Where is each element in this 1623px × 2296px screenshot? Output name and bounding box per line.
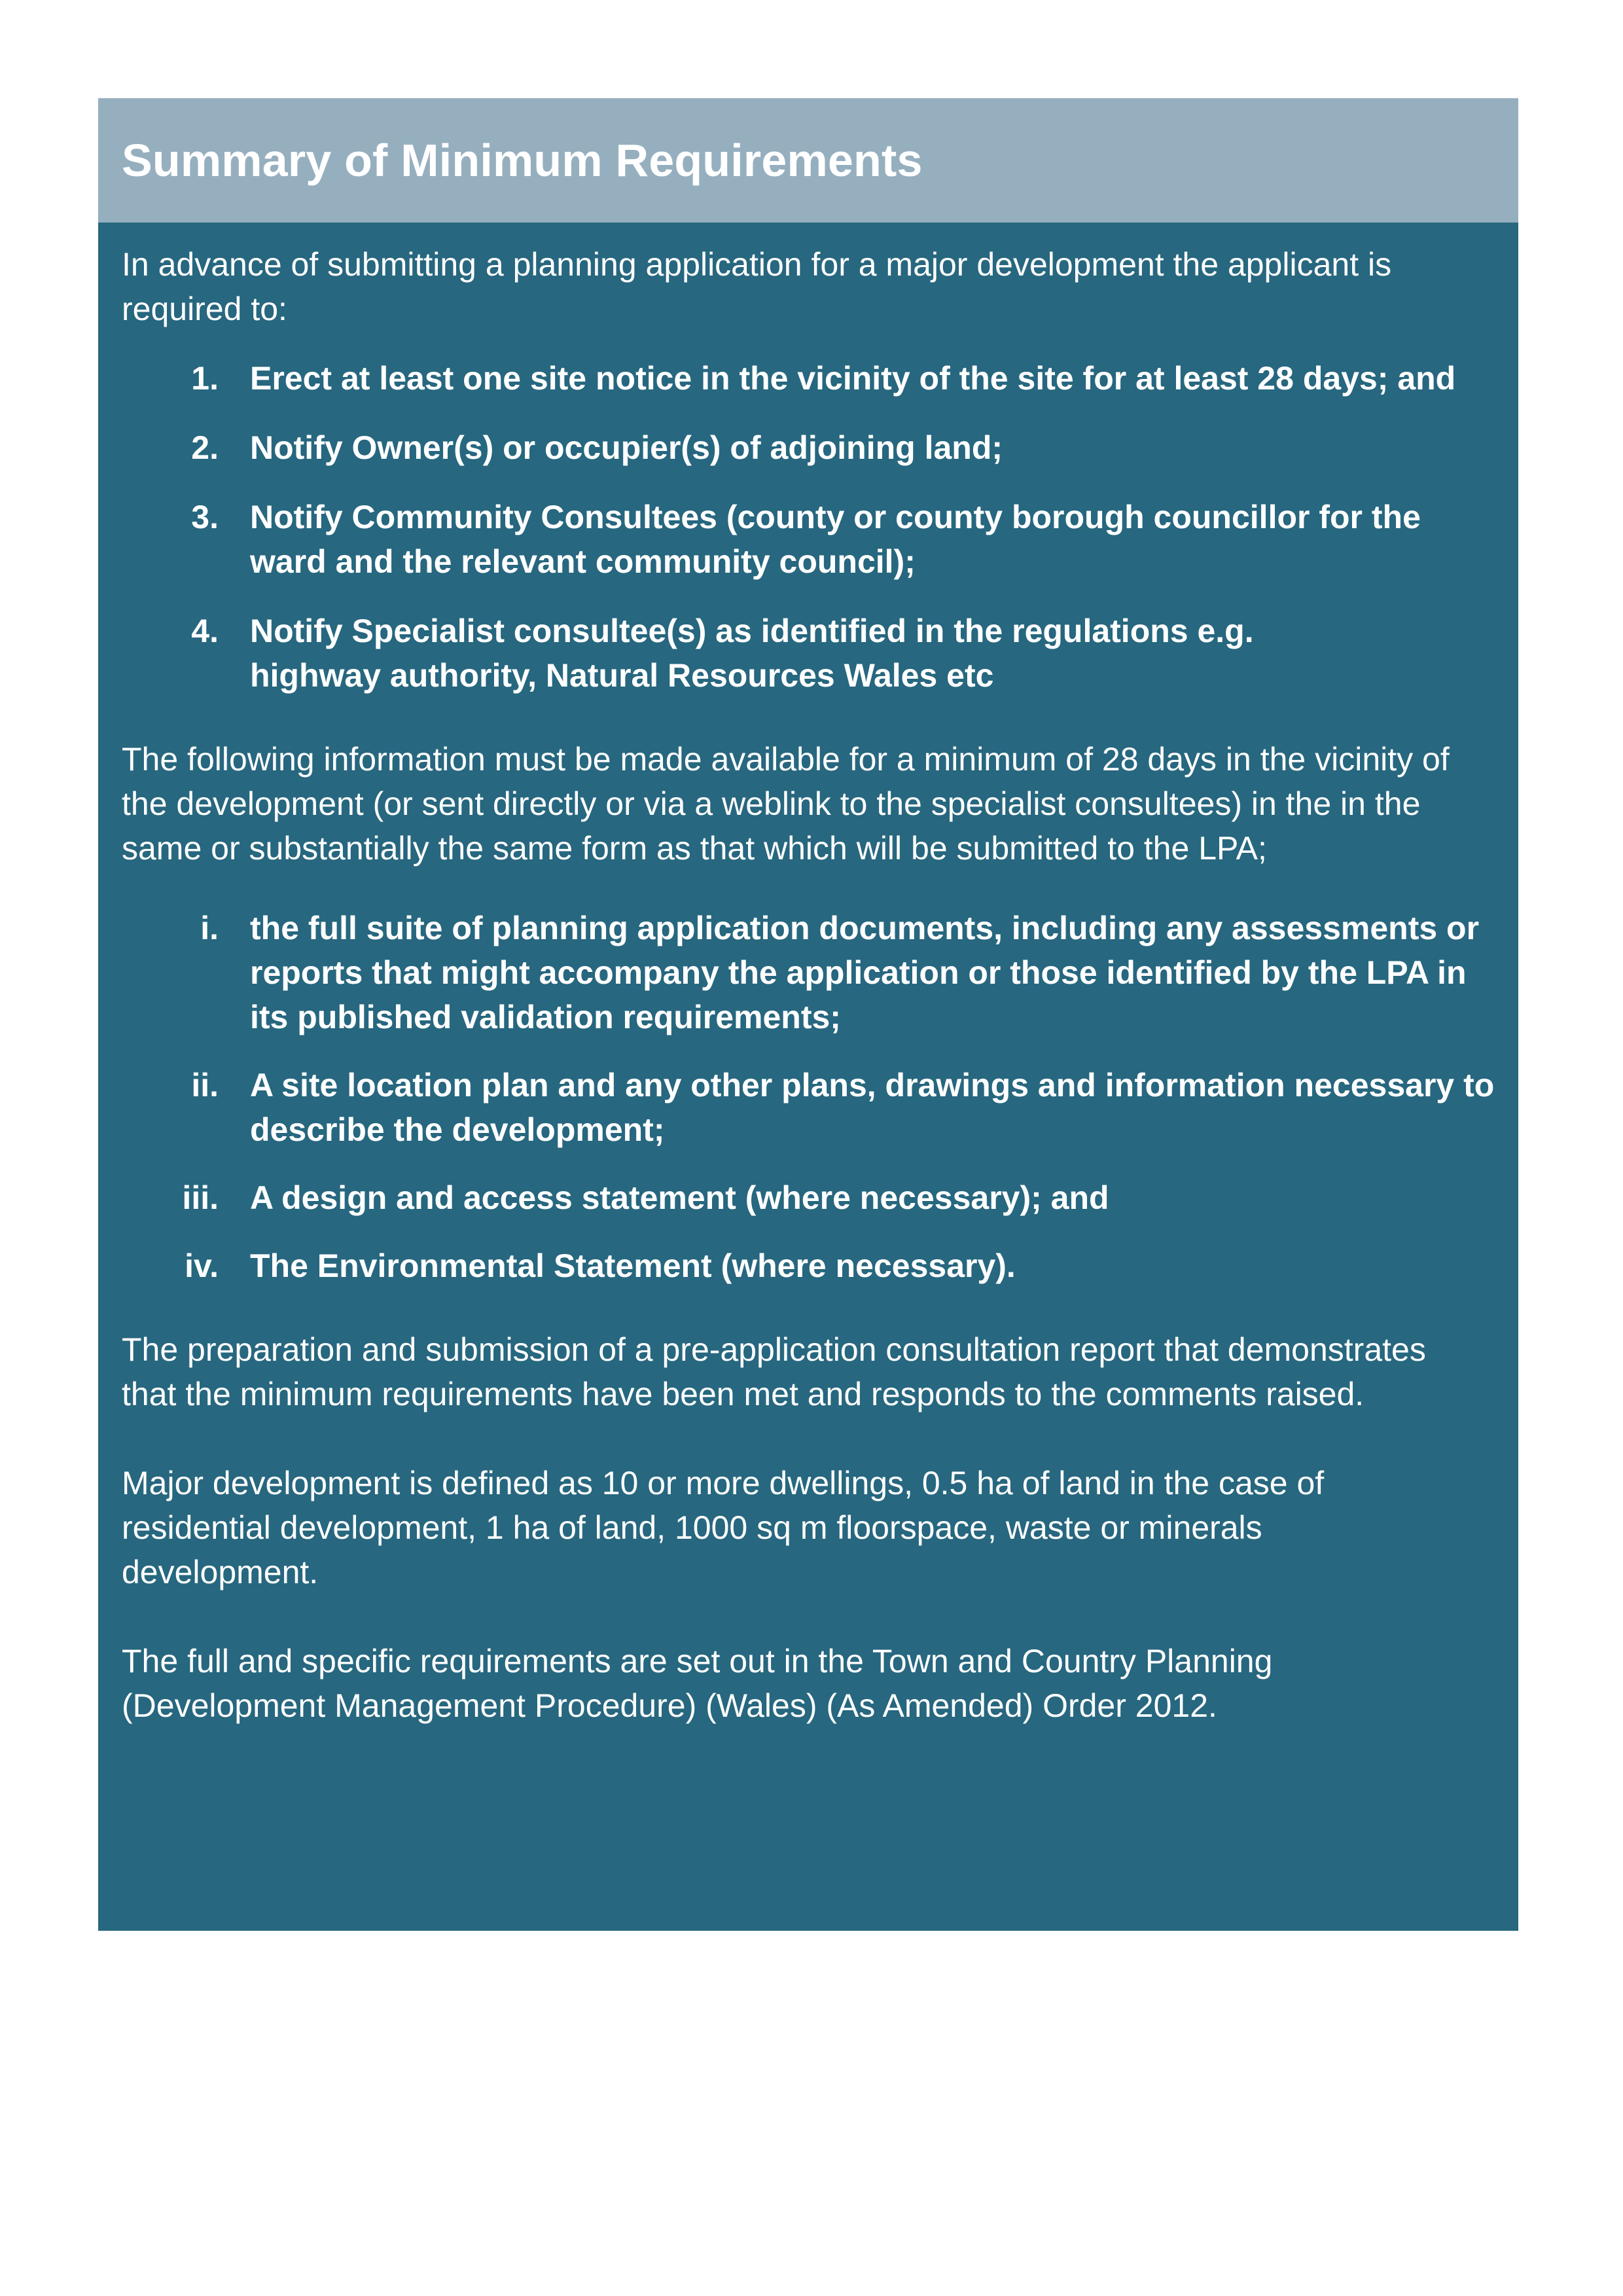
info-text: A design and access statement (where necessary); and bbox=[250, 1179, 1109, 1216]
info-number: iii. bbox=[182, 1179, 219, 1216]
requirement-item bbox=[122, 609, 1495, 698]
info-number: i. bbox=[200, 910, 219, 946]
info-item bbox=[122, 1175, 1495, 1220]
panel-header bbox=[98, 98, 1518, 223]
info-text: the full suite of planning application documents, including any assessments or reports that might accompany the application or those identified by the LPA in its published validation requirements; bbox=[250, 910, 1480, 1035]
requirement-number: 4. bbox=[191, 613, 219, 649]
intro-paragraph: In advance of submitting a planning application for a major development the applicant is required to: bbox=[122, 246, 1392, 327]
info-list bbox=[122, 906, 1495, 1288]
requirement-item bbox=[122, 495, 1495, 584]
requirement-number: 1. bbox=[191, 360, 219, 397]
info-item bbox=[122, 906, 1495, 1039]
order-paragraph: The full and specific requirements are set out in the Town and Country Planning (Development Management Procedure) (Wales) (As Amended) Order 2012. bbox=[122, 1643, 1273, 1724]
info-number: ii. bbox=[191, 1067, 219, 1103]
requirement-text: Erect at least one site notice in the vicinity of the site for at least 28 days; and bbox=[250, 360, 1456, 397]
requirement-item bbox=[122, 425, 1495, 470]
requirements-list bbox=[122, 356, 1495, 698]
info-text: The Environmental Statement (where necessary). bbox=[250, 1247, 1016, 1284]
panel-title: Summary of Minimum Requirements bbox=[122, 135, 923, 186]
requirements-panel bbox=[98, 98, 1518, 1931]
info-item bbox=[122, 1244, 1495, 1288]
info-intro-paragraph: The following information must be made available for a minimum of 28 days in the vicinity of the development (or sent directly or via a weblink to the specialist consultees) in the in the same or substantially the same form as that which will be submitted to the LPA; bbox=[122, 741, 1450, 867]
requirement-text: Notify Community Consultees (county or county borough councillor for the ward and the relevant community council); bbox=[250, 499, 1421, 580]
info-item bbox=[122, 1063, 1495, 1152]
report-paragraph: The preparation and submission of a pre-application consultation report that demonstrates that the minimum requirements have been met and responds to the comments raised. bbox=[122, 1331, 1426, 1412]
requirement-item bbox=[122, 356, 1495, 401]
info-text: A site location plan and any other plans, drawings and information necessary to describe the development; bbox=[250, 1067, 1495, 1148]
panel-body bbox=[98, 242, 1518, 1728]
major-development-paragraph: Major development is defined as 10 or more dwellings, 0.5 ha of land in the case of residential development, 1 ha of land, 1000 sq m floorspace, waste or minerals development. bbox=[122, 1465, 1325, 1590]
requirement-text: Notify Specialist consultee(s) as identified in the regulations e.g. highway authority, Natural Resources Wales etc bbox=[250, 613, 1254, 694]
requirement-text: Notify Owner(s) or occupier(s) of adjoining land; bbox=[250, 429, 1003, 466]
requirement-number: 3. bbox=[191, 499, 219, 535]
info-number: iv. bbox=[185, 1247, 219, 1284]
requirement-number: 2. bbox=[191, 429, 219, 466]
